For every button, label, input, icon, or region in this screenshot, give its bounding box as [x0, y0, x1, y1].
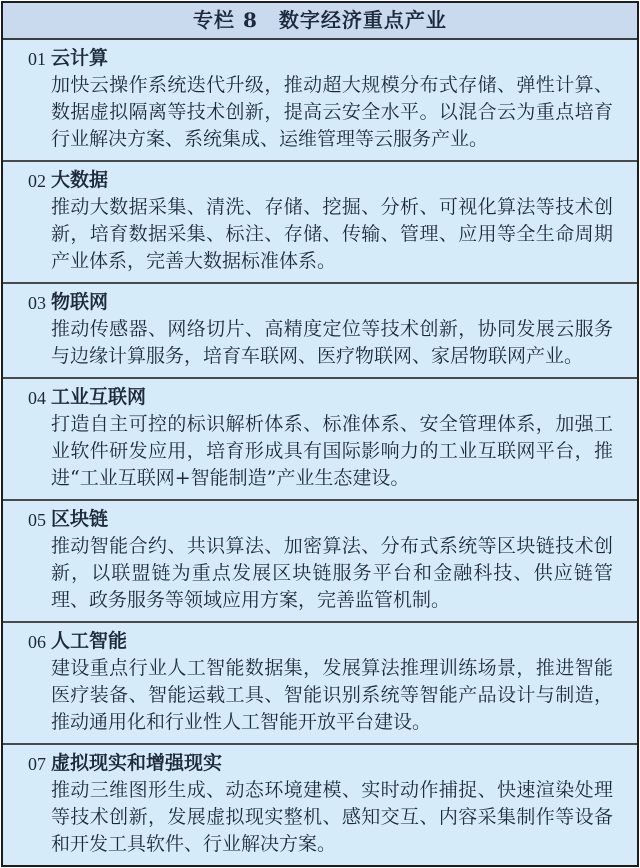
section-body: 推动三维图形生成、动态环境建模、实时动作捕捉、快速渲染处理等技术创新，发展虚拟现实整机、感知交互、内容采集制作等设备和开发工具软件、行业解决方案。: [51, 779, 613, 855]
box-body: [3, 40, 637, 865]
industry-section-ai: [3, 621, 637, 743]
section-title: 人工智能: [51, 630, 128, 652]
section-content: [51, 167, 613, 275]
section-content: [51, 628, 613, 736]
section-number: 02: [28, 171, 46, 191]
section-body: 推动传感器、网络切片、高精度定位等技术创新，协同发展云服务与边缘计算服务，培育车联网、医疗物联网、家居物联网产业。: [51, 318, 613, 367]
section-number: 05: [28, 510, 46, 530]
section-body: 加快云操作系统迭代升级，推动超大规模分布式存储、弹性计算、数据虚拟隔离等技术创新，提高云安全水平。以混合云为重点培育行业解决方案、系统集成、运维管理等云服务产业。: [51, 74, 613, 150]
industry-section-cloud-computing: [3, 40, 637, 160]
industry-section-iot: [3, 282, 637, 377]
section-title: 工业互联网: [51, 386, 147, 408]
section-title: 云计算: [51, 47, 109, 69]
section-body: 推动智能合约、共识算法、加密算法、分布式系统等区块链技术创新，以联盟链为重点发展区块链服务平台和金融科技、供应链管理、政务服务等领域应用方案，完善监管机制。: [51, 535, 613, 611]
industry-section-vr-ar: [3, 743, 637, 865]
section-body: 建设重点行业人工智能数据集，发展算法推理训练场景，推进智能医疗装备、智能运载工具、智能识别系统等智能产品设计与制造，推动通用化和行业性人工智能开放平台建设。: [51, 657, 613, 733]
industry-section-industrial-internet: [3, 377, 637, 499]
section-number: 04: [28, 388, 46, 408]
column-box: [1, 1, 639, 867]
section-body: 推动大数据采集、清洗、存储、挖掘、分析、可视化算法等技术创新，培育数据采集、标注、存储、传输、管理、应用等全生命周期产业体系，完善大数据标准体系。: [51, 196, 613, 272]
section-number: 06: [28, 632, 46, 652]
section-number: 07: [28, 754, 46, 774]
section-title: 大数据: [51, 169, 109, 191]
industry-section-big-data: [3, 160, 637, 282]
section-number: 03: [28, 293, 46, 313]
industry-section-blockchain: [3, 499, 637, 621]
section-title: 物联网: [51, 291, 109, 313]
box-title: 专栏 8 数字经济重点产业: [193, 8, 447, 32]
section-content: [51, 289, 613, 370]
section-title: 区块链: [51, 508, 109, 530]
section-content: [51, 750, 613, 858]
section-body: 打造自主可控的标识解析体系、标准体系、安全管理体系，加强工业软件研发应用，培育形成具有国际影响力的工业互联网平台，推进“工业互联网+智能制造”产业生态建设。: [51, 413, 613, 489]
section-content: [51, 506, 613, 614]
section-content: [51, 384, 613, 492]
box-header: [3, 3, 637, 40]
section-content: [51, 45, 613, 153]
section-title: 虚拟现实和增强现实: [51, 752, 223, 774]
section-number: 01: [28, 49, 46, 69]
